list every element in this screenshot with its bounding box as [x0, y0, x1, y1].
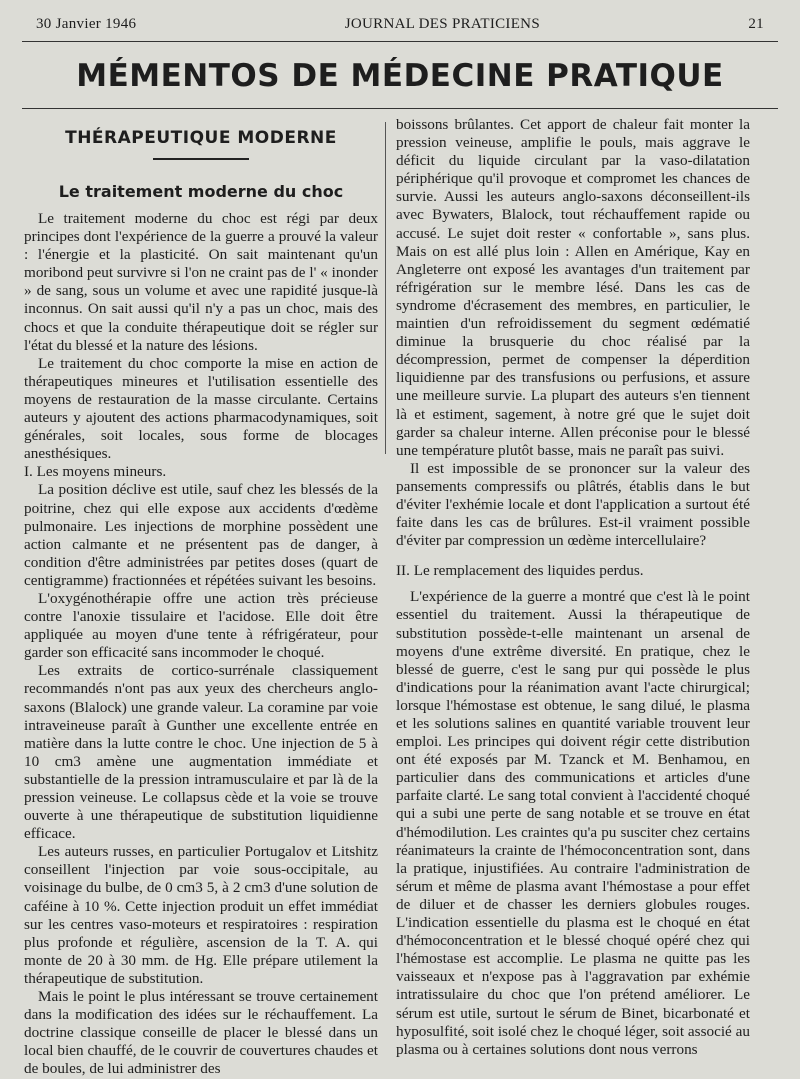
running-header: [36, 16, 764, 38]
paragraph: L'oxygénothérapie offre une action très précieuse contre l'anoxie tissulaire et l'acidose. Elle doit être appliquée au moyen d'une tente à réfrigérateur, pour garder son efficacité sans incommoder le choqué.: [24, 589, 378, 662]
part-heading: II. Le remplacement des liquides perdus.: [396, 562, 644, 580]
issue-date: 30 Janvier 1946: [36, 16, 137, 32]
header-rule: [22, 41, 778, 42]
section-title: THÉRAPEUTIQUE MODERNE: [65, 128, 337, 148]
paragraph: boissons brûlantes. Cet apport de chaleur fait monter la pression veineuse, amplifie le pouls, mais aggrave le déficit du liquide circulant par la vaso-dilatation périphérique qu'il provoque et compromet les chances de survie. Aussi les auteurs anglo-saxons déconseillent-ils avec Bywaters, Blalock, tout réchauffement rapide ou accusé. Le sujet doit rester « confortable », sans plus. Mais on est allé plus loin : Allen en Amérique, Kay en Angleterre ont exposé les avantages d'un traitement par réfrigération sur le membre lésé. Dans les cas de syndrome d'écrasement des membres, en particulier, le maintien d'un refroidissement du segment œdématié diminue la brusquerie du choc réalisé par la décompression, permet de compenser la déperdition liquidienne par des transfusions ou perfusions, et assure une meilleure survie. La plupart des auteurs s'en tiennent là et estiment, sagement, à notre gré que le sujet doit garder sa chaleur interne. Allen préconise pour le blessé une température plutôt basse, mais ne paraît pas suivi.: [396, 116, 750, 459]
part-heading: I. Les moyens mineurs.: [24, 463, 167, 481]
banner-rule: [22, 108, 778, 109]
paragraph: Les extraits de cortico-surrénale classiquement recommandés n'ont pas aux yeux des chercheurs anglo-saxons (Blalock) une grande valeur. La coramine par voie intraveineuse paraît à Gunther une excellente entrée en matière dans la lutte contre le choc. Une injection de 5 à 10 cm3 amène une augmentation immédiate et substantielle de la pression intramusculaire et par là de la pression veineuse. Le collapsus cède et la voie se trouve ouverte à une thérapeutique de substitution liquidienne efficace.: [24, 662, 378, 843]
paragraph: Mais le point le plus intéressant se trouve certainement dans la modification des idées sur le réchauffement. La doctrine classique conseille de placer le blessé dans un local bien chauffé, de le couvrir de couvertures chaudes et de boules, de lui administrer des: [24, 988, 378, 1078]
article-subtitle: Le traitement moderne du choc: [58, 182, 344, 201]
right-column: [396, 116, 750, 1059]
journal-title: JOURNAL DES PRATICIENS: [344, 16, 540, 32]
page-number: 21: [748, 16, 764, 32]
paragraph: Le traitement du choc comporte la mise en action de thérapeutiques mineures et l'utilisation essentielle des moyens de restauration de la masse circulante. Certains auteurs y ajoutent des actions pharmacodynamiques, soit générales, soit locales, sous forme de blocages anesthésiques.: [24, 354, 378, 463]
section-underline: [153, 158, 249, 160]
paragraph: L'expérience de la guerre a montré que c'est là le point essentiel du traitement. Aussi la thérapeutique de substitution possède-t-elle maintenant un arsenal de moyens d'une extrême diversité. En pratique, chez le blessé de guerre, c'est le sang pur qui possède le plus d'indications pour la réanimation avant l'acte chirurgical; lorsque l'hémostase est obtenue, le sang dilué, le plasma et les solutions salines en quantité variable trouvent leur emploi. Les principes qui doivent régir cette distribution ont été exposés par M. Tzanck et M. Benhamou, en particulier dans des communications et articles d'une parfaite clarté. Le sang total convient à l'accidenté choqué qui a subi une perte de sang notable et se trouve en état d'hémodilution. Les craintes qu'a pu susciter chez certains réanimateurs la crainte de l'hémoconcentration sont, dans la pratique, injustifiées. Au contraire l'administration de sérum et même de plasma avant l'hémostase a pour effet de diluer et de chasser les derniers globules rouges. L'indication essentielle du plasma est le choqué en état d'hémoconcentration et le blessé choqué opéré chez qui l'hémostase est accomplie. Le plasma ne quitte pas les vaisseaux et n'expose pas à l'aggravation par exhémie intratissulaire du choc que l'on prétend améliorer. Le sérum est utile, surtout le sérum de Binet, bicarbonaté et hyposulfité, soit isolé chez le choqué léger, soit associé au plasma ou à certaines solutions dont nous verrons: [396, 588, 750, 1058]
paragraph: Le traitement moderne du choc est régi par deux principes dont l'expérience de la guerre a prouvé la valeur : l'énergie et la plasticité. On sait maintenant qu'un moribond peut survivre si l'on ne craint pas de l' « inonder » de sang, sous un volume et avec une rapidité jusque-là inconnus. On sait aussi qu'il n'y a pas un choc, mais des chocs et que la conduite thérapeutique doit se régler sur l'état du blessé et la nature des lésions.: [24, 210, 378, 354]
banner-title: MÉMENTOS DE MÉDECINE PRATIQUE: [76, 58, 724, 94]
paragraph: La position déclive est utile, sauf chez les blessés de la poitrine, chez qui elle expose aux accidents d'œdème pulmonaire. Les injections de morphine possèdent une action calmante et ne présentent pas de danger, à condition d'être administrées par petites doses (quart de centigramme) fractionnées et répétées suivant les besoins.: [24, 481, 378, 589]
column-divider: [385, 122, 386, 454]
paragraph: Les auteurs russes, en particulier Portugalov et Litshitz conseillent l'injection par voie sous-occipitale, au voisinage du bulbe, de 0 cm3 5, à 2 cm3 d'une solution de caféine à 10 %. Cette injection produit un effet immédiat sur les centres vaso-moteurs et respiratoires : respiration plus profonde et régulière, ascension de la T. A. qui monte de 20 à 30 mm. de Hg. Elle prépare utilement la thérapeutique de substitution.: [24, 843, 378, 987]
left-column: [24, 116, 378, 1079]
paragraph: Il est impossible de se prononcer sur la valeur des pansements compressifs ou plâtrés, établis dans le but d'éviter l'exhémie locale et dont l'application a surtout été faite dans les cas de brûlures. Est-il vraiment possible d'éviter par compression un œdème intercellulaire?: [396, 459, 750, 550]
